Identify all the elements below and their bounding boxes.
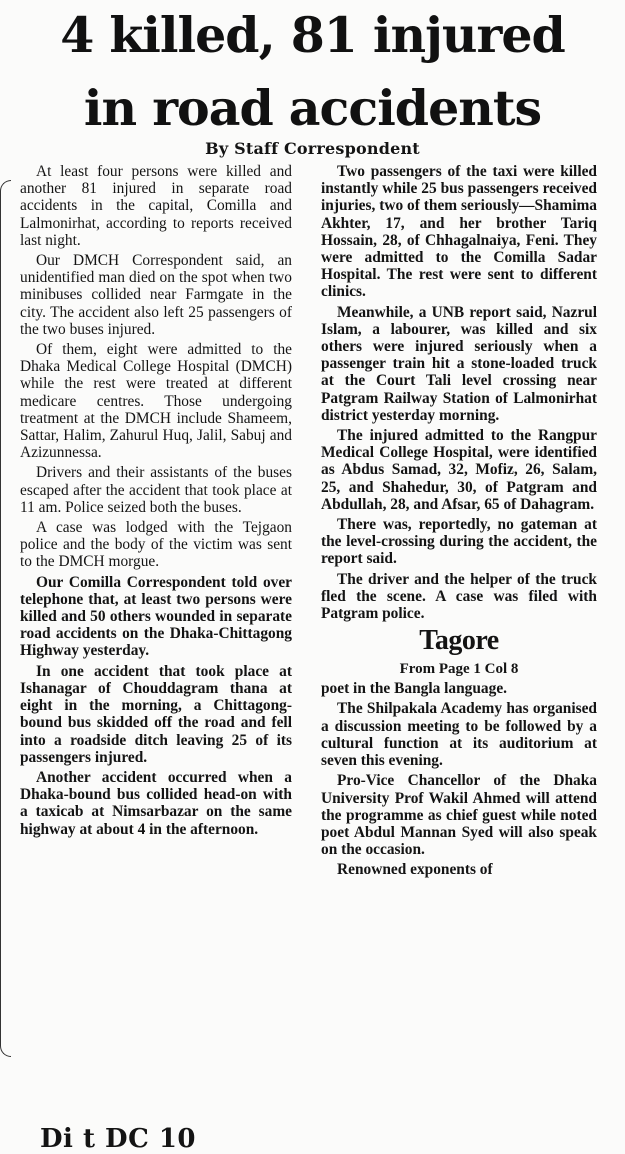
article-paragraph: There was, reportedly, no gateman at the level-crossing during the accident, the report said. — [321, 516, 597, 568]
article-paragraph: Our DMCH Correspondent said, an unidentified man died on the spot when two minibuses collided near Farmgate in the city. The accident also left 25 passengers of the two buses injured. — [20, 252, 292, 338]
article-paragraph: poet in the Bangla language. — [321, 680, 507, 698]
article-paragraph: Two passengers of the taxi were killed instantly while 25 bus passengers received injuries, two of them seriously—Shamima Akhter, 17, and her brother Tariq Hossain, 28, of Chhagalnaiya, Feni. They were admitted to the Comilla Sadar Hospital. The rest were sent to different clinics. — [321, 163, 597, 301]
article-paragraph: Drivers and their assistants of the buses escaped after the accident that took place at 11 am. Police seized both the buses. — [20, 464, 292, 516]
headline-line-2: in road accidents — [83, 79, 542, 137]
article-paragraph: In one accident that took place at Ishanagar of Chouddagram thana at eight in the morning, a Chittagong-bound bus skidded off the road and fell into a roadside ditch leaving 25 of its passengers injured. — [20, 662, 292, 766]
article-paragraph: Meanwhile, a UNB report said, Nazrul Islam, a labourer, was killed and six others were injured seriously when a passenger train hit a stone-loaded truck at the Court Tali level crossing near Patgram Railway Station of Lalmonirhat district yesterday morning. — [321, 303, 597, 424]
byline: By Staff Correspondent — [205, 139, 420, 158]
left-column — [20, 163, 292, 841]
article-paragraph: The Shilpakala Academy has organised a discussion meeting to be followed by a cultural function at its auditorium at seven this evening. — [321, 700, 597, 770]
cutoff-headline: Di t DC 10 — [40, 1124, 197, 1154]
article-paragraph: The driver and the helper of the truck fled the scene. A case was filed with Patgram police. — [321, 570, 597, 623]
right-column-article — [321, 163, 597, 622]
article-paragraph: Another accident occurred when a Dhaka-bound bus collided head-on with a taxicab at Nimsarbazar on the same highway at about 4 in the afternoon. — [20, 768, 292, 838]
article-paragraph: At least four persons were killed and another 81 injured in separate road accidents in the capital, Comilla and Lalmonirhat, according to reports received last night. — [20, 163, 292, 249]
tagore-article — [321, 680, 597, 878]
article-paragraph: Renowned exponents of — [337, 861, 493, 879]
article-paragraph: Our Comilla Correspondent told over telephone that, at least two persons were killed and 50 others wounded in separate road accidents on the Dhaka-Chittagong Highway yesterday. — [20, 573, 292, 660]
tagore-continuation-note: From Page 1 Col 8 — [399, 661, 519, 678]
article-paragraph: A case was lodged with the Tejgaon police and the body of the victim was sent to the DMCH morgue. — [20, 519, 292, 571]
article-paragraph: Pro-Vice Chancellor of the Dhaka University Prof Wakil Ahmed will attend the programme as chief guest while noted poet Abdul Mannan Syed will also speak on the occasion. — [321, 772, 597, 859]
right-column — [321, 163, 597, 882]
margin-bracket — [0, 180, 11, 1057]
tagore-heading: Tagore — [419, 625, 499, 657]
headline-line-1: 4 killed, 81 injured — [60, 6, 565, 64]
article-paragraph: Of them, eight were admitted to the Dhaka Medical College Hospital (DMCH) while the rest were treated at different medicare centres. Those undergoing treatment at the DMCH include Shameem, Sattar, Halim, Zahurul Huq, Jalil, Sabuj and Azizunnessa. — [20, 341, 292, 462]
article-paragraph: The injured admitted to the Rangpur Medical College Hospital, were identified as Abdus Samad, 32, Mofiz, 26, Salam, 25, and Shahedur, 30, of Patgram and Abdullah, 28, and Afsar, 65 of Dahagram. — [321, 427, 597, 513]
